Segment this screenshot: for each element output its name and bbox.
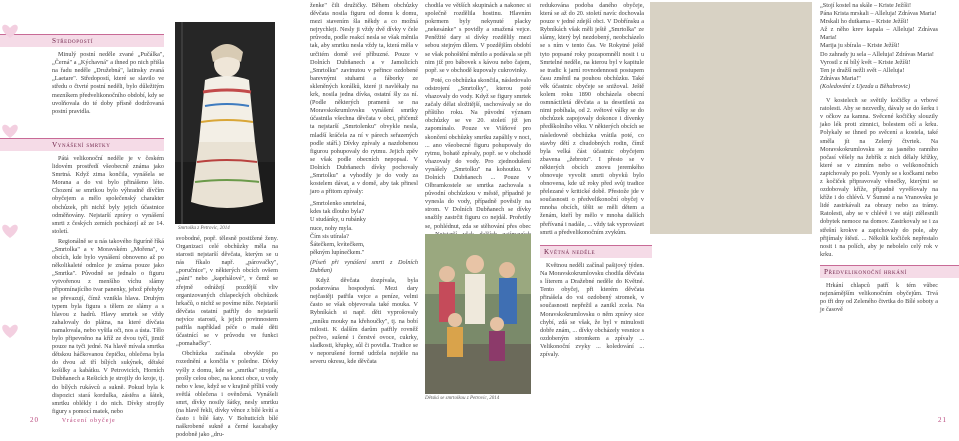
poem-line: Šátečkem, kvítečkem, <box>310 240 365 248</box>
paragraph: Pátá velikonoční neděle je v českém lidovém prostředí všeobecně známa jako Smrtná. Když zima končila, vynášela se Morana a do vsi bylo přinášeno léto. Chození se smrtkou bylo výhradně dívčím obyčejem a mělo společenský charakter obchůzek, při nichž byly jejich účastnice odměňovány. Nejstarší zprávy o vynášení smrti z českých zemích pocházejí až ze 14. století. <box>52 154 164 235</box>
section-heading-predvelikonocni-hrkani: Předvelikonoční hrkání <box>820 265 959 278</box>
poem-line: nuce, nohy myla. <box>310 224 353 232</box>
middle-column-3 <box>310 2 418 368</box>
section-heading-stredoposti: Středopostí <box>0 34 164 47</box>
decorative-heart-border <box>0 8 30 418</box>
poem-line: Marija ju sbírala – Kriste Ježíši! <box>820 42 900 50</box>
paragraph: Květnou neděli začínal pašijový týden. Na Moravskokrumlovsku chodila děvčata s líterem a Dražebné neděle do Květné. Tento obyčej, při kterém děvčata přinášela do vsi ozdobený stromek, v současnosti nepřežil a zanikl zcela. Na Moravskokrumlovsku o něm zprávy sice chybí, zdá se však, že byl v minulosti dobře znám, ... dívky obcházely vesnice s ozdobeným stromkem a zpívaly ... Velikonoční zvyky ... koledování ... zpívaly. <box>540 262 644 359</box>
poem-line: pěkným lupínečkem." <box>310 248 365 256</box>
paragraph: Hrkání chlapců patří k tém vůbec nejznámějším velikonočním obyčejům. Trvá po tři dny od Zeleného čtvrtka do Bílé soboty a je časově <box>820 282 938 314</box>
photo-smrtolka-illustration <box>175 22 275 224</box>
middle-column-4 <box>425 2 531 229</box>
paragraph: Minulý postní neděle zvané „Pučálka", „Černá" a „Kýchavná" a ihned po nich přišla na řadu neděle „Družebná", latinsky zvaná „Laetare". Středopostí, které se slavilo ve středu o čtvrté postní neděli, bylo důležitým mezníkem předvelikonočního období, kdy se uvolňovala do té doby přísně dodržovaná postní pravidla. <box>52 51 164 115</box>
poem-kostel <box>820 2 938 83</box>
photo-smrtolka <box>175 22 275 224</box>
poem-smrtolenko <box>310 200 418 257</box>
footer-left <box>30 416 116 424</box>
poem-line: „Smrtolenko smrtelná, <box>310 200 367 208</box>
page-number: 21 <box>938 416 947 424</box>
right-column-6 <box>820 2 938 316</box>
section-heading-vynaseni-smrtky: Vynášení smrtky <box>0 138 164 151</box>
photo-caption: Smrtolka z Petrovic, 2014 <box>178 226 230 231</box>
poem-line: Do zahrady ju sela – Alleluja! Zdrávas Maria! <box>820 50 934 58</box>
poem-line: Vyrostl z ní bílý květ – Kriste Ježíši! <box>820 58 911 66</box>
poem-line: Čím sis utírala? <box>310 232 349 240</box>
poem-line: Ten je dražší nežli svět – Alleluja! <box>820 66 905 74</box>
paragraph: Obchůzka začínala obvykle po rozednění a končila v poledne. Dívky vyšly z domu, kde se „smrtka" strojila, prošly celou obec, na konci obce, u vody nebo v lese, když se v krajině příliš vody světlá oblečena i ověnčená. Vynášeli smrt, dívky nosily šátky, nesly smrtku (na hlavě řekli, dívky věnce z bílé kvítí a často i bílé šaty. V Bohuticích bílé naškrobené sukně a černé kacabajky podobně jako „dru- <box>176 350 278 439</box>
paragraph: Regionálně se u nás takového figuríně říká „Smrtolka" a v Moravském „Mořena", v obcích, kde bylo vynášení obnoveno až po několikaleté odmlce je známa pouze jako „Smrtka". Původně se jednalo o figuru vytvořenou z menšího víchu slámy připomínajícího tvar panenky, jehož přehyby se převazují, čímž vznikla hlava. Druhým typem byla figura s tělem ze slámy a s hlavou z hadrů. Hlavy smrtek se vždy zahalovaly do plátna, na které dívčata namalovala, nebo vyšila oči, nos a ústa. Tělo bylo připevněno na kříž ze dvou tyčí, jimiž pouze na tyči jedné. Na hlavě mívala smrtka dětskou háčkovanou čepičku, oblečena byla do dvou až tří bílých sukýnek, dětské košilky a kabátku. V Petrovicích, Horních Dubňanech a Rešicích je strojily do kroje, tj. do bílých rukávců a sukně. Pokud byla k dispozici stará kordulka, zástěra a šátek, smrtku oblékly i do nich. Dívky strojily figury s pomocí matek, nebo <box>52 237 164 415</box>
paragraph: Poté, co obchůzka skončila, následovalo odstrojení „Smrtolky", kterou poté vhazovaly do vody. Když se figury smrtek začaly dělat složitější, uschovávaly se do příštího roku. Na původní význam obchůzky se ve 20. století již jen zapomínalo. Pouze ve Višňové pro skončení obchůzky smrtku zapálily v noci, ... ano všeobecné figuru pohupovaly do rytmu, bohatě zpívaly, popř. se v obchodě vhazovaly do vody. Pro zjednodušení vynášely „Smrtolku" na kohoutku. V Dolních Dubňanech ... Pouze v Olbramkostele se smrtka zachovala s původní obchůzkou v městě, případně je vynesla do vody, případně pověsily na strom. V Dolních Dubňanech se dívky snažily zastrčit figuru co nejdál. Prořetily se, pohlédnut, zda se stěhování přes obec <box>425 76 532 230</box>
poem-line: kdes tak dlouho byla? <box>310 208 365 216</box>
left-column-2 <box>176 235 278 441</box>
kvetna-text <box>540 262 644 361</box>
poem-line: U studánky, u rubánky <box>310 216 366 224</box>
poem-line: Až z něho krev kapala – Alleluja! Zdrávas Maria! <box>820 26 938 42</box>
photo-children-illustration <box>425 234 531 394</box>
running-title: Vrácení obyčeje <box>61 418 116 424</box>
photo-children <box>425 234 531 394</box>
poem-caption: (Koledování z Ujezda u Běhabrovic) <box>820 82 911 90</box>
paragraph: ženke" čili družičky. Během obchůzky děvčata nosila figuru od domu k domu, mezi stavením šla někdy a co možná nejrychleji. Nesly ji vždy dvě dívky v čele průvodu, podle reakcí nesla se však měnila tak, aby smrtku nesla vždy ta, která měla v určitém domě své příbuzné. Pouze v Dolních Dubňanech a v Jamolicích „Smrtolku" zavinutou v peřince ozdobené barevnými stuhami a fáborky ze skleněných korálků, které ji navlékaly na krk, nosila jedna dívka, ostatní šly za ní. (Podle některých pramenů se na Moravskokrumlovsku vynášení smrtky účastnila všechna děvčata v obci, přičemž ta nejstarší „Smrtolenku" obvykle nesla, mladší kráčela za ní v párech seřazených podle stáří.) Dívky zpívaly a nazdobenou figurou pohupovaly do rytmu. Jejich zpěv se však podle obecních nepopsal. V Dolních Dubňanech dívky pochovaly „Smrtolku" a vyhodily je do vody za kostelem dávat, a v domě, aby tak přinesl jaro a přitom zpívaly: <box>310 2 418 196</box>
paragraph: Když děvčata dozpívala, byla podarována hospodyní. Mezi dary nejčastěji patřila vejce a peníze, velmi často se však objevovala také mouka. V Rybníkách si např. děti vyprošovaly „mníku mouky na křehoučky", tj. na bobí milosti. K dalším darům patřily rovněž pečivo, sušené i čerstvé ovoce, cukrky, sladkosti, křupky, sůl či povidla. Tradice se v neporušené formě udržela nejdéle na severu okresu, kde děvčata <box>310 277 418 366</box>
poem-line: „Stojí kostel na skále – Kriste Ježíši! <box>820 2 912 9</box>
photo-caption: Dětská se smrtolkou z Petrovic, 2014 <box>425 396 500 401</box>
section-heading-kvetna-nedele: Květná neděle <box>540 245 652 258</box>
left-column-1 <box>52 34 164 418</box>
poem-line: Mrskali ho dutkama – Kriste Ježíši! <box>820 18 909 26</box>
paragraph: V kostelech se světily kočičky a vrbové ratolesti. Aby se nezvedly, dávaly se do šerku i v očkov za kamna. Svěcené kočičky slouzily jako lék proti zimnici, bolestem očí a krku. Polykaly se ihned po svěcení a kostela, také směla jít na Zelený čtvrtek. Na Moravskokrumlovsku se za jasného ranního počasí věšely na žebřík z nich dělaly křížky, které se v zimním nebo o velikonočních zapichovaly po poli. Vyonly se s kočkami nebo z kočiček připravovaly věnečky, kterými se ozdobovaly kříže, případně vyvěšovaly na kříže i do chlévů. V Šumné a na Vranovsku je lidé zastrkávali za obrazy nebo za trámy. Ratolesti, aby se v chlévě i ve stáji ztělesnili dobytek nemoce na domov. Zastrkovaly se i za střešní krokve a zapichovaly do pole, aby přijímaly štěstí. ... Několik kočiček nepřestalo nosit i na polích, aby je nebolelo celý rok v krku. <box>820 97 938 258</box>
paragraph: svobodné, popř. tělesně postižené ženy. Organizaci celé obchůzky měla na starosti nejstarší děvčata, kterým se u nás říkalo např. „párovačky", „poručnice", v některých obcích ovšem „páni" nebo „kaprhálové", v čemž se zřejmě odrážejí pozdější vliv organizovaných chlapeckých obchůzek hrkačů, o nichž se povíme níže. Nejstarší děvčata ostatní patřily do nejstarší nejvíce starostí, k jejich povinnostem patřila například péče o malé děti účastnící se v průvodu ve funkci „pomahačky". <box>176 235 278 348</box>
photo-koledovani <box>650 2 812 234</box>
poem-line: Zdrávas Maria!" <box>820 74 861 82</box>
paragraph: chodila ve větších skupinách a nakonec si společně rozdělila hostinu. Hlavním pokrmem byly nekynuté placky „nekesánke" s povidly a smažená vejce. Peněžité dary si dívky rozdělily mezi sebou stejným dílem. V pozdějším období se však pohoštění měnilo a podávala se při nim již pro bábovek s kávou nebo čajem, popř. se v obchodě kupovaly cukrovinky. <box>425 2 531 74</box>
photo-koledovani-illustration <box>650 2 812 234</box>
poem-caption: (Píseň při vynášení smrti z Dolních Dubňan) <box>310 258 418 274</box>
paragraph: redukována podoba daného obyčeje, která se až do 20. století navíc dochovala pouze v jedné zdejší obci. V Dobřínsku a Rybníkách však měli ještě „Smrtolka" ze slámy, který byl nezdobený, neobcházelo se s ním v tento čas. Ve Rokytné ještě tyto popsané roky pozapomněli nosit i u Smrtelné neděle, na kterou byl v kapitule se tradic k jarní rovnodennosti postupem času změnil na pouhou obchůzku. Také věk účastnic obyčeje se snižoval. Ještě kolem roku 1890 obcházela obecní osmnáctiletá děvčata a ta desetiletá za nimi pobíhala, od 2. světové války se do obchůzek zapojovaly dokonce i dívenky předškolního věku. V některých obcích se následovně obchůzka vrátila poté, co stavby dětí z chudobných rodin, čímž byla velká část účastnic obyčejem zbavena „žebrotu". I přesto se v některých obcích znovu jeremkého obnovuje vyvolit smrti obyvků bylo obnovena, kde už roky před svůj tradice přelezané v kritické době. Přestože jde v současnosti o předvelikonoční obyčej v mnoha obcích, těšit se měli dětem a ženám, kteří by mělo v mnoha dalších přeřívaná i nadále, ... vždy tak vyprovázet smrti a předvelikonočním zvykům. <box>540 2 644 236</box>
right-column-5 <box>540 2 644 239</box>
page-number: 20 <box>30 416 39 424</box>
poem-line: Pána Krista mrskali – Alleluja! Zdrávas Maria! <box>820 10 937 18</box>
footer-right <box>938 416 947 424</box>
